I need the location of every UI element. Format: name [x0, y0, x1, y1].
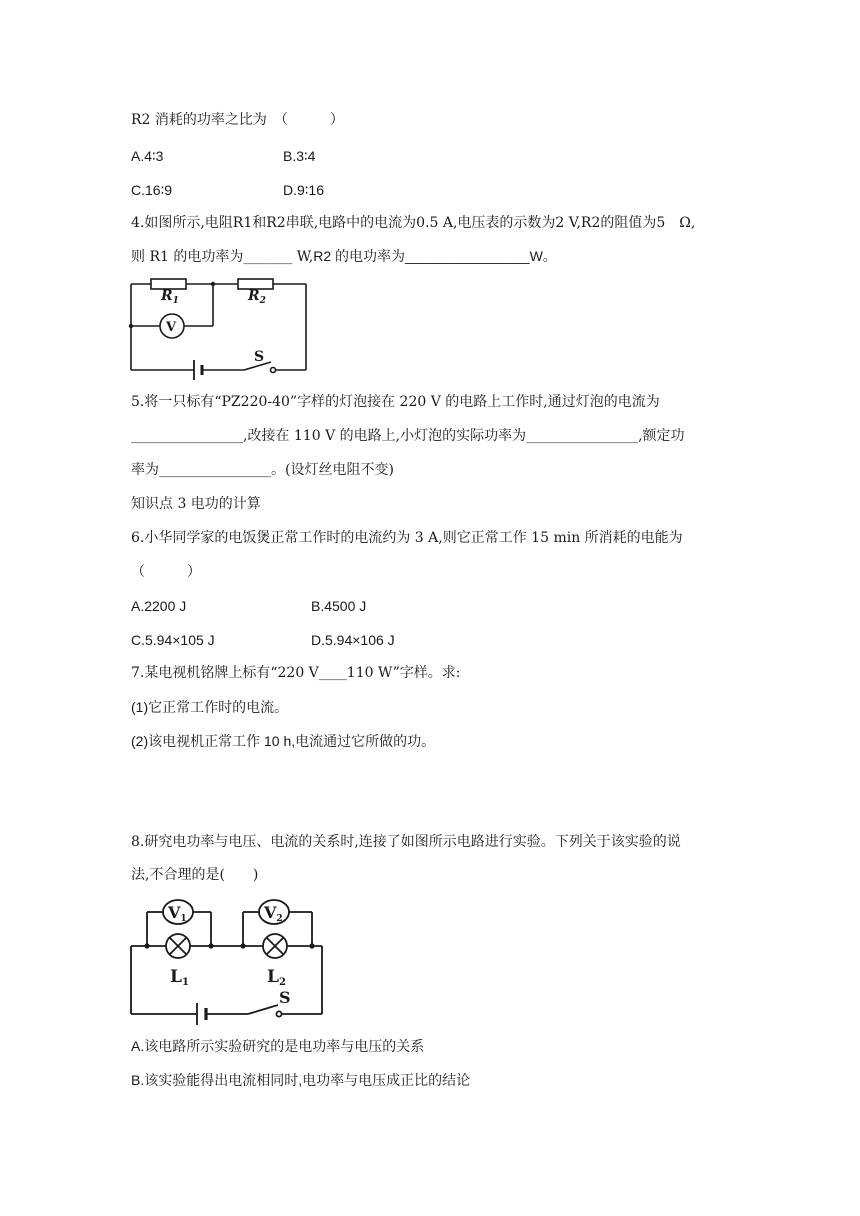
voltmeter-label: V	[166, 320, 177, 335]
q4-blank-r2: R2 的电功率为________________W。	[313, 248, 557, 264]
q6-option-c: C.5.94×105 J	[131, 632, 215, 648]
q8-circuit-diagram	[126, 893, 328, 1025]
q6-option-a: A.2200 J	[131, 598, 187, 614]
q8-switch-label: S	[279, 988, 291, 1007]
q6-option-d: D.5.94×106 J	[311, 632, 395, 648]
q8-stem-line1: 8.研究电功率与电压、电流的关系时,连接了如图所示电路进行实验。下列关于该实验的说	[131, 834, 681, 850]
r2-subscript: 2	[259, 296, 266, 306]
q4-stem-line2	[131, 247, 557, 266]
q4-stem-line1: 4.如图所示,电阻R1和R2串联,电路中的电流为0.5 A,电压表的示数为2 V,R2的阻值为5 Ω,	[131, 215, 696, 231]
r1-label: R	[161, 288, 173, 304]
svg-text:R1	[160, 288, 179, 306]
q7-stem: 7.某电视机铭牌上标有“220 V____110 W”字样。求:	[131, 665, 461, 681]
v2-label: V	[264, 903, 277, 922]
v1-subscript: 1	[180, 914, 187, 924]
l2-subscript: 2	[278, 977, 286, 988]
q7-part2: (2)该电视机正常工作 10 h,电流通过它所做的功。	[131, 733, 436, 749]
r2-label: R	[248, 288, 260, 304]
v2-subscript: 2	[276, 914, 283, 924]
q8-option-a: A.该电路所示实验研究的是电功率与电压的关系	[131, 1038, 425, 1054]
q5-stem-line2: ________________,改接在 110 V 的电路上,小灯泡的实际功率为________________,额定功	[131, 428, 685, 444]
switch-label: S	[254, 349, 265, 365]
l1-label: L	[170, 967, 182, 987]
svg-text:L1	[170, 967, 189, 988]
q6-stem-line2: （ ）	[131, 564, 201, 580]
q6-stem-line1: 6.小华同学家的电饭煲正常工作时的电流约为 3 A,则它正常工作 15 min 所消耗的电能为	[131, 530, 683, 546]
l2-label: L	[267, 967, 279, 987]
section-heading: 知识点 3 电功的计算	[131, 496, 261, 512]
q3-option-a: A.4∶3	[131, 148, 164, 164]
q5-stem-line3: 率为________________。(设灯丝电阻不变)	[131, 462, 394, 478]
l1-subscript: 1	[181, 977, 189, 988]
q8-stem-line2: 法,不合理的是( )	[131, 867, 259, 883]
svg-text:L2	[267, 967, 286, 988]
svg-text:R2	[247, 288, 266, 306]
v1-label: V	[168, 903, 181, 922]
q3-option-c: C.16∶9	[131, 182, 173, 198]
r1-subscript: 1	[172, 296, 179, 306]
q8-option-b: B.该实验能得出电流相同时,电功率与电压成正比的结论	[131, 1072, 471, 1088]
q4-blank-r1: 则 R1 的电功率为_______ W,	[131, 249, 314, 265]
q3-option-b: B.3∶4	[283, 148, 316, 164]
q7-part1: (1)它正常工作时的电流。	[131, 699, 289, 715]
q3-stem: R2 消耗的功率之比为 （ ）	[131, 112, 344, 128]
q4-circuit-diagram	[126, 276, 312, 382]
q5-stem-line1: 5.将一只标有“PZ220-40”字样的灯泡接在 220 V 的电路上工作时,通过灯泡的电流为	[131, 394, 660, 410]
q3-option-d: D.9∶16	[283, 182, 325, 198]
q6-option-b: B.4500 J	[311, 598, 367, 614]
